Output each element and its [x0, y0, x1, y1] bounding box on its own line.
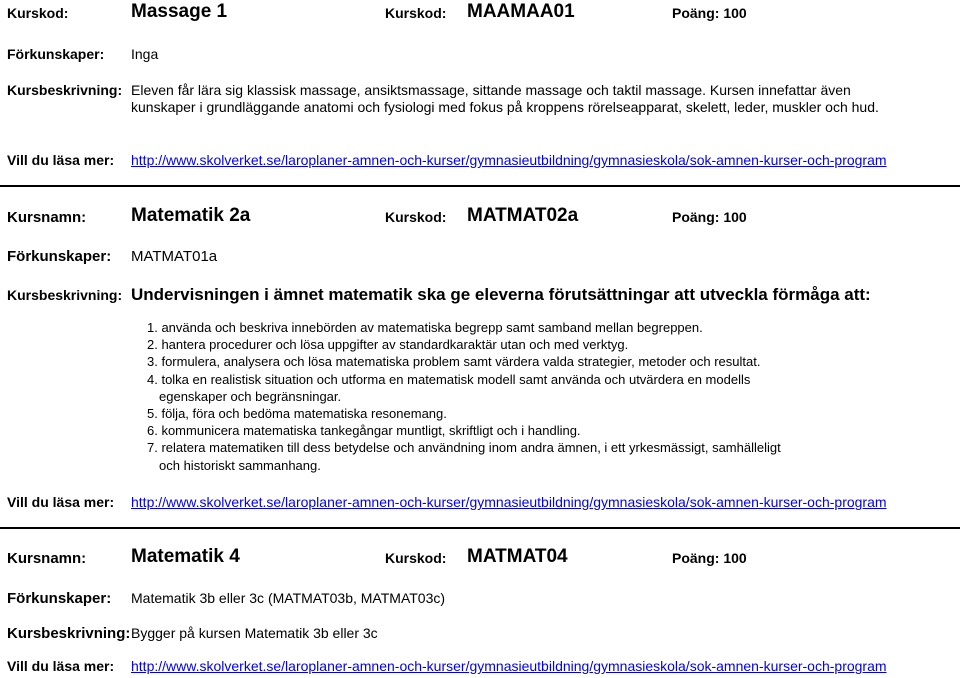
read-more-label: Vill du läsa mer:	[7, 494, 115, 510]
course-points: Poäng: 100	[672, 550, 747, 566]
prereq-value: Inga	[131, 46, 159, 62]
prereq-label: Förkunskaper:	[7, 46, 105, 62]
course-name-label: Kurskod:	[7, 5, 69, 21]
course-points: Poäng: 100	[672, 5, 747, 21]
course-name: Matematik 4	[131, 546, 240, 567]
goal-item: 3. formulera, analysera och lösa matematiska problem samt värdera valda strategier, metoder och resultat.	[147, 354, 761, 370]
course-code-label: Kurskod:	[385, 550, 447, 566]
course-code: MAAMAA01	[467, 1, 575, 22]
course-name: Matematik 2a	[131, 205, 251, 226]
read-more-link[interactable]: http://www.skolverket.se/laroplaner-amnen-och-kurser/gymnasieutbildning/gymnasieskola/sok-amnen-kurser-och-program	[131, 152, 887, 168]
course-name: Massage 1	[131, 1, 228, 22]
section-divider	[0, 527, 960, 529]
read-more-link[interactable]: http://www.skolverket.se/laroplaner-amnen-och-kurser/gymnasieutbildning/gymnasieskola/sok-amnen-kurser-och-program	[131, 494, 887, 510]
goal-item: 7. relatera matematiken till dess betydelse och användning inom andra ämnen, i ett yrkesmässigt, samhälleligt	[147, 440, 781, 456]
description-label: Kursbeskrivning:	[7, 287, 123, 303]
read-more-link[interactable]: http://www.skolverket.se/laroplaner-amnen-och-kurser/gymnasieutbildning/gymnasieskola/sok-amnen-kurser-och-program	[131, 658, 887, 674]
course-code-label: Kurskod:	[385, 5, 447, 21]
description-label: Kursbeskrivning:	[7, 82, 123, 98]
prereq-label: Förkunskaper:	[7, 248, 112, 265]
goal-item-continuation: egenskaper och begränsningar.	[159, 388, 342, 404]
read-more-label: Vill du läsa mer:	[7, 152, 115, 168]
description-value: Bygger på kursen Matematik 3b eller 3c	[131, 625, 378, 641]
description-intro: Undervisningen i ämnet matematik ska ge eleverna förutsättningar att utveckla förmåga att:	[131, 285, 871, 304]
description-label: Kursbeskrivning:	[7, 625, 131, 642]
section-divider	[0, 185, 960, 187]
goal-item: 5. följa, föra och bedöma matematiska resonemang.	[147, 406, 447, 422]
prereq-value: Matematik 3b eller 3c (MATMAT03b, MATMAT03c)	[131, 590, 446, 606]
goal-item: 2. hantera procedurer och lösa uppgifter av standardkaraktär utan och med verktyg.	[147, 337, 629, 353]
goal-item: 6. kommunicera matematiska tankegångar muntligt, skriftligt och i handling.	[147, 423, 581, 439]
read-more-label: Vill du läsa mer:	[7, 658, 115, 674]
course-code: MATMAT02a	[467, 205, 579, 226]
course-name-label: Kursnamn:	[7, 550, 87, 567]
description-line-2: kunskaper i grundläggande anatomi och fysiologi med fokus på kroppens rörelseapparat, skelett, leder, muskler och hud.	[131, 99, 879, 115]
prereq-label: Förkunskaper:	[7, 590, 112, 607]
goal-item: 1. använda och beskriva innebörden av matematiska begrepp samt samband mellan begreppen.	[147, 320, 703, 335]
goal-item-continuation: och historiskt sammanhang.	[159, 457, 321, 473]
description-line-1: Eleven får lära sig klassisk massage, ansiktsmassage, sittande massage och taktil massage. Kursen innefattar även	[131, 82, 851, 98]
prereq-value: MATMAT01a	[131, 248, 218, 265]
goal-item: 4. tolka en realistisk situation och utforma en matematisk modell samt använda och utvärdera en modells	[147, 371, 751, 387]
course-points: Poäng: 100	[672, 209, 747, 225]
course-code: MATMAT04	[467, 546, 568, 567]
goal-list	[147, 319, 781, 474]
course-name-label: Kursnamn:	[7, 209, 87, 226]
course-code-label: Kurskod:	[385, 209, 447, 225]
